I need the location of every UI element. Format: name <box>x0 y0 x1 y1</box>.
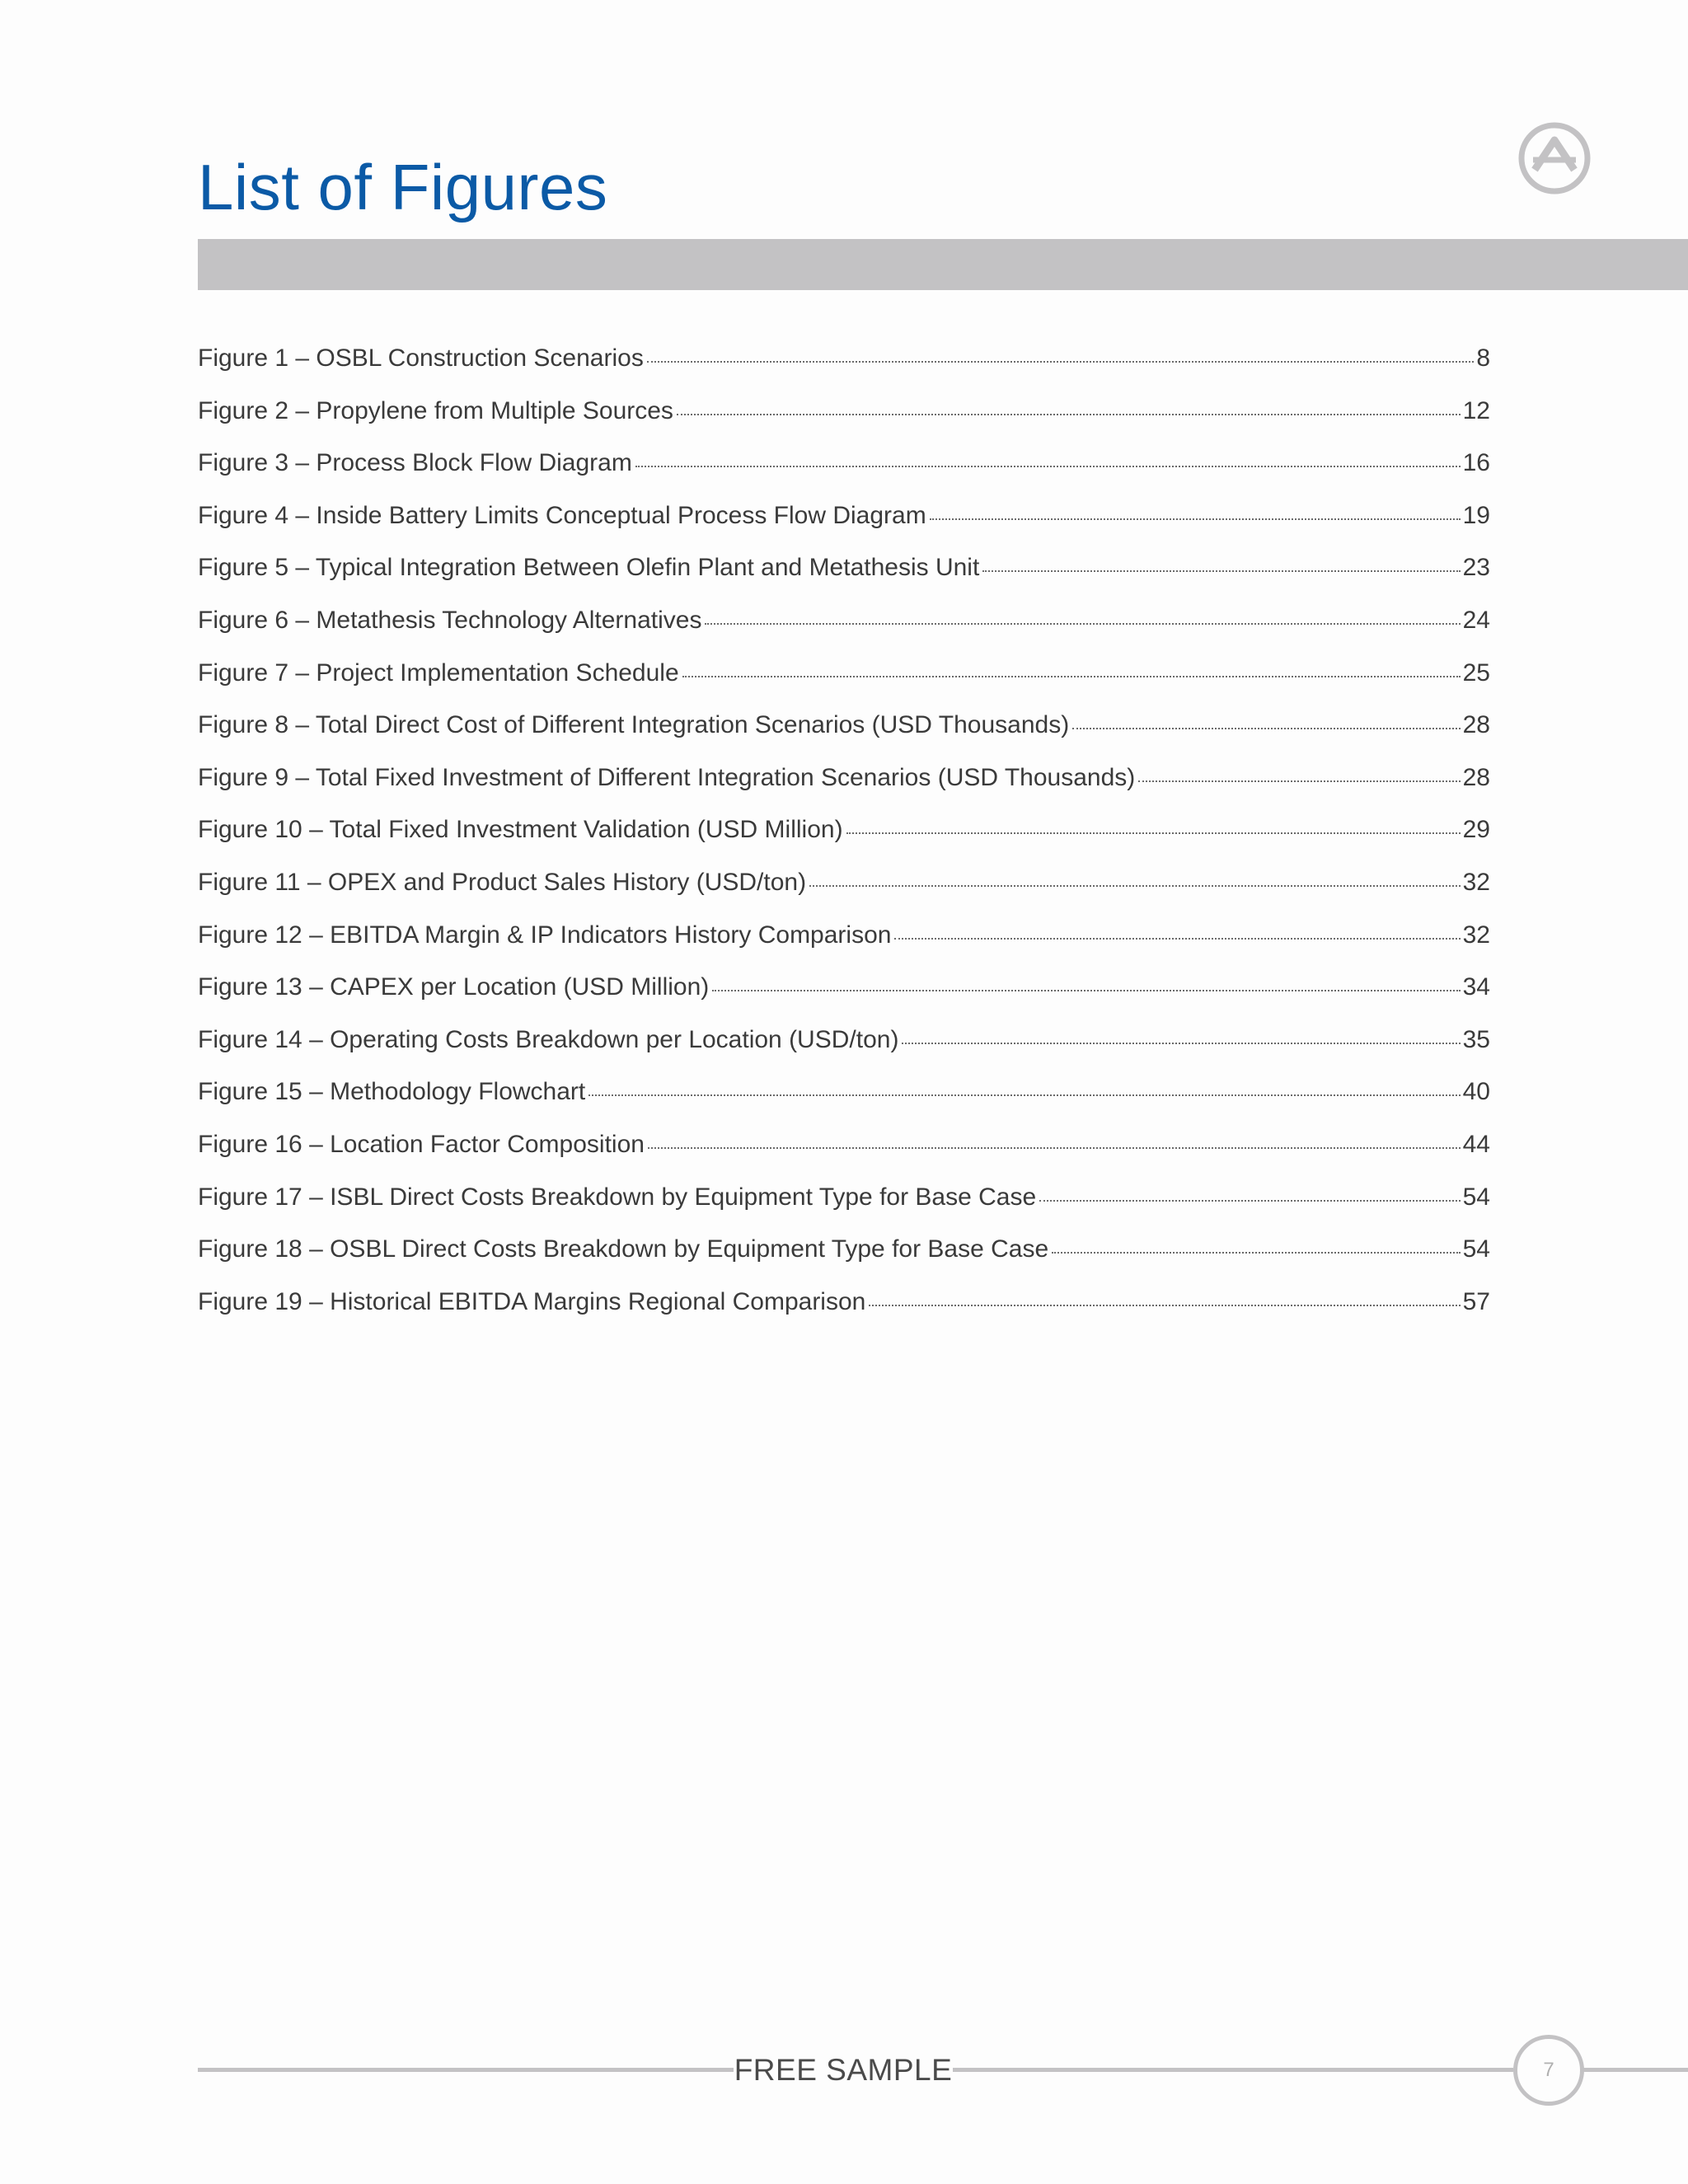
dot-leader <box>846 832 1461 834</box>
figure-page-number: 54 <box>1462 1183 1490 1211</box>
figure-list-item[interactable] <box>198 397 1490 450</box>
figure-title: Figure 10 – Total Fixed Investment Validation (USD Million) <box>198 816 843 844</box>
dot-leader <box>635 466 1461 467</box>
dot-leader <box>869 1305 1460 1306</box>
figure-list-item[interactable] <box>198 607 1490 659</box>
dot-leader <box>1052 1252 1460 1254</box>
dot-leader <box>1072 728 1460 729</box>
figure-list-item[interactable] <box>198 1235 1490 1288</box>
figure-title: Figure 7 – Project Implementation Schedule <box>198 658 679 687</box>
figure-title: Figure 17 – ISBL Direct Costs Breakdown by Equipment Type for Base Case <box>198 1183 1037 1211</box>
figure-list-item[interactable] <box>198 659 1490 712</box>
figure-title: Figure 2 – Propylene from Multiple Sources <box>198 396 673 424</box>
figure-page-number: 34 <box>1462 973 1490 1001</box>
figure-title: Figure 9 – Total Fixed Investment of Different Integration Scenarios (USD Thousands) <box>198 763 1136 791</box>
figure-page-number: 25 <box>1462 658 1490 687</box>
dot-leader <box>648 1147 1461 1149</box>
figure-list-item[interactable] <box>198 711 1490 764</box>
figure-page-number: 35 <box>1462 1025 1490 1053</box>
figure-page-number: 8 <box>1476 344 1490 372</box>
figure-page-number: 24 <box>1462 606 1490 634</box>
figure-page-number: 29 <box>1462 816 1490 844</box>
footer-label: FREE SAMPLE <box>734 2053 953 2087</box>
figure-list-item[interactable] <box>198 816 1490 869</box>
dot-leader <box>588 1094 1460 1096</box>
figure-title: Figure 16 – Location Factor Composition <box>198 1130 645 1158</box>
figure-list-item[interactable] <box>198 344 1490 397</box>
figure-page-number: 57 <box>1462 1287 1490 1315</box>
figure-list-item[interactable] <box>198 764 1490 817</box>
figure-list-item[interactable] <box>198 1131 1490 1183</box>
dot-leader <box>902 1043 1460 1044</box>
figure-title: Figure 5 – Typical Integration Between Olefin Plant and Metathesis Unit <box>198 554 980 582</box>
figure-page-number: 32 <box>1462 868 1490 896</box>
dot-leader <box>1039 1200 1460 1202</box>
figure-page-number: 19 <box>1462 501 1490 529</box>
figure-page-number: 16 <box>1462 449 1490 477</box>
figure-list-item[interactable] <box>198 1183 1490 1236</box>
dot-leader <box>705 623 1460 625</box>
figure-list-item[interactable] <box>198 1288 1490 1341</box>
dot-leader <box>930 518 1461 520</box>
figure-title: Figure 18 – OSBL Direct Costs Breakdown by Equipment Type for Base Case <box>198 1235 1049 1263</box>
dot-leader <box>809 885 1461 887</box>
footer-rule-right <box>953 2068 1513 2072</box>
figure-list-item[interactable] <box>198 973 1490 1026</box>
dot-leader <box>982 570 1460 572</box>
figure-page-number: 28 <box>1462 763 1490 791</box>
figure-title: Figure 15 – Methodology Flowchart <box>198 1078 586 1106</box>
dot-leader <box>712 990 1460 991</box>
figure-page-number: 54 <box>1462 1235 1490 1263</box>
figure-title: Figure 13 – CAPEX per Location (USD Million) <box>198 973 710 1001</box>
figure-page-number: 44 <box>1462 1130 1490 1158</box>
figures-list <box>198 344 1490 1340</box>
figure-title: Figure 19 – Historical EBITDA Margins Regional Comparison <box>198 1287 866 1315</box>
figure-title: Figure 12 – EBITDA Margin & IP Indicators History Comparison <box>198 921 892 949</box>
figure-page-number: 23 <box>1462 554 1490 582</box>
figure-page-number: 40 <box>1462 1078 1490 1106</box>
figure-list-item[interactable] <box>198 449 1490 502</box>
figure-list-item[interactable] <box>198 502 1490 555</box>
figure-title: Figure 8 – Total Direct Cost of Different Integration Scenarios (USD Thousands) <box>198 711 1070 739</box>
figure-title: Figure 6 – Metathesis Technology Alternatives <box>198 606 702 634</box>
footer-rule-tail <box>1582 2068 1688 2072</box>
circle-a-logo-icon <box>1517 120 1592 196</box>
page-number: 7 <box>1513 2035 1584 2106</box>
dot-leader <box>677 414 1461 415</box>
dot-leader <box>647 361 1474 363</box>
dot-leader <box>1138 780 1460 782</box>
dot-leader <box>682 676 1461 677</box>
figure-list-item[interactable] <box>198 554 1490 607</box>
figure-page-number: 12 <box>1462 396 1490 424</box>
dot-leader <box>894 938 1460 940</box>
figure-page-number: 32 <box>1462 921 1490 949</box>
figure-title: Figure 14 – Operating Costs Breakdown per Location (USD/ton) <box>198 1025 899 1053</box>
figure-title: Figure 11 – OPEX and Product Sales History (USD/ton) <box>198 868 807 896</box>
figure-list-item[interactable] <box>198 1078 1490 1131</box>
figure-list-item[interactable] <box>198 869 1490 921</box>
figure-title: Figure 3 – Process Block Flow Diagram <box>198 449 632 477</box>
figure-page-number: 28 <box>1462 711 1490 739</box>
title-bar-divider <box>198 239 1688 290</box>
footer-rule-left <box>198 2068 734 2072</box>
figure-list-item[interactable] <box>198 1026 1490 1079</box>
figure-title: Figure 4 – Inside Battery Limits Conceptual Process Flow Diagram <box>198 501 926 529</box>
page-title: List of Figures <box>198 151 608 223</box>
figure-title: Figure 1 – OSBL Construction Scenarios <box>198 344 644 372</box>
figure-list-item[interactable] <box>198 921 1490 974</box>
